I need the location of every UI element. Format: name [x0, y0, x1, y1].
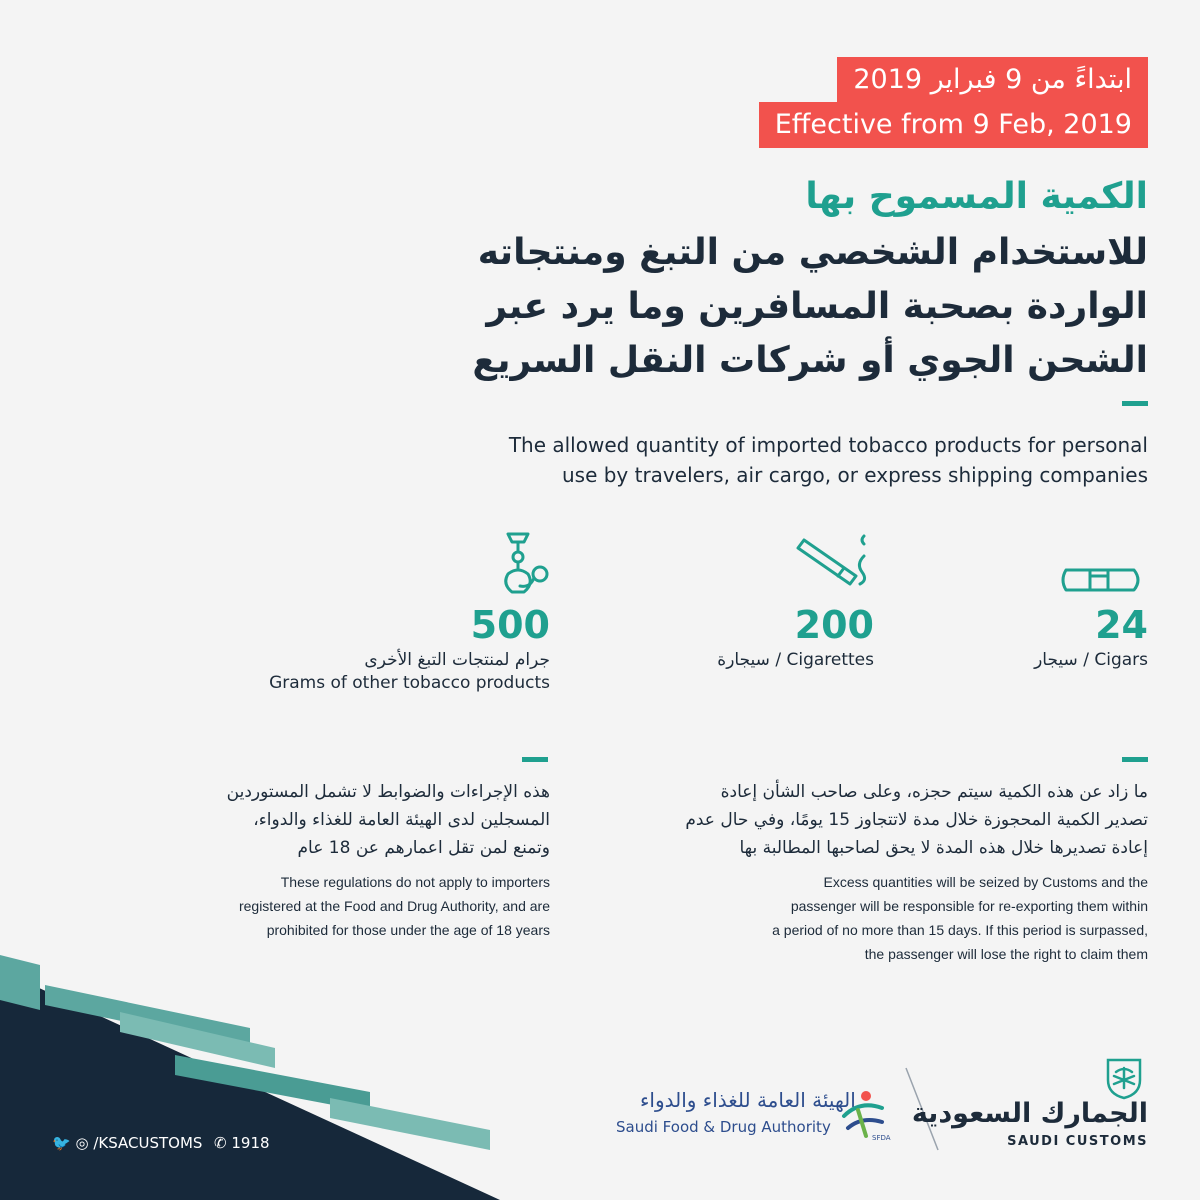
social-handle-text: /KSACUSTOMS [93, 1134, 203, 1152]
cigarette-icon [794, 532, 876, 594]
excess-en-line-2: passenger will be responsible for re-exporting them within [790, 898, 1148, 914]
label-cigarettes: سيجارة / Cigarettes [717, 650, 874, 670]
hookah-icon [494, 530, 554, 594]
regulations-ar-line-3: وتمنع لمن تقل اعمارهم عن 18 عام [297, 838, 550, 858]
effective-date-arabic: ابتداءً من 9 فبراير 2019 [837, 57, 1148, 103]
phone-icon: ✆ [214, 1134, 227, 1152]
heading-line-1: للاستخدام الشخصي من التبغ ومنتجاته [477, 232, 1148, 273]
heading-line-2: الواردة بصحبة المسافرين وما يرد عبر [486, 286, 1148, 327]
instagram-icon: ◎ [75, 1134, 89, 1152]
regulations-note-arabic [130, 778, 550, 862]
excess-en-line-1: Excess quantities will be seized by Customs and the [823, 874, 1148, 890]
divider-dash [1122, 401, 1148, 406]
excess-ar-line-2: تصدير الكمية المحجوزة خلال مدة لاتتجاوز 15 يومًا، وفي حال عدم [685, 810, 1148, 830]
excess-en-line-3: a period of no more than 15 days. If this period is surpassed, [772, 922, 1148, 938]
regulations-ar-line-1: هذه الإجراءات والضوابط لا تشمل المستوردين [226, 782, 550, 802]
saudi-customs-english: SAUDI CUSTOMS [1007, 1134, 1148, 1149]
sfda-logo-icon [838, 1086, 892, 1144]
heading-accent: الكمية المسموح بها [805, 176, 1148, 217]
heading-line-3: الشحن الجوي أو شركات النقل السريع [472, 340, 1148, 381]
phone-number-text: 1918 [231, 1134, 270, 1152]
phone-number[interactable] [214, 1134, 270, 1152]
excess-ar-line-1: ما زاد عن هذه الكمية سيتم حجزه، وعلى صاحب الشأن إعادة [720, 782, 1148, 802]
quantity-cigars: 24 [1095, 603, 1148, 647]
social-handle[interactable] [52, 1134, 202, 1152]
excess-note-english [628, 870, 1148, 966]
subtitle-line-1: The allowed quantity of imported tobacco products for personal [508, 433, 1148, 457]
excess-en-line-4: the passenger will lose the right to claim them [864, 946, 1148, 962]
label-cigars: سيجار / Cigars [1034, 650, 1148, 670]
divider-dash [1122, 757, 1148, 762]
regulations-en-line-2: registered at the Food and Drug Authority, and are [238, 898, 550, 914]
effective-date-english: Effective from 9 Feb, 2019 [759, 102, 1148, 148]
regulations-ar-line-2: المسجلين لدى الهيئة العامة للغذاء والدواء، [253, 810, 550, 830]
sfda-abbr: SFDA [872, 1134, 891, 1142]
excess-ar-line-3: إعادة تصديرها خلال هذه المدة لا يحق لصاحبها المطالبة بها [739, 838, 1148, 858]
subtitle-english [388, 430, 1148, 490]
saudi-customs-arabic: الجمارك السعودية [911, 1098, 1148, 1129]
sfda-name-english: Saudi Food & Drug Authority [616, 1118, 831, 1136]
twitter-icon: 🐦 [52, 1134, 71, 1152]
saudi-customs-emblem-icon [1102, 1056, 1146, 1100]
sfda-name-arabic: الهيئة العامة للغذاء والدواء [640, 1088, 856, 1112]
label-other-english: Grams of other tobacco products [269, 673, 550, 693]
regulations-note-english [130, 870, 550, 942]
subtitle-line-2: use by travelers, air cargo, or express shipping companies [561, 463, 1148, 487]
heading-main [448, 226, 1148, 388]
quantity-cigarettes: 200 [794, 603, 874, 647]
cigar-icon [1058, 566, 1146, 594]
regulations-en-line-1: These regulations do not apply to importers [280, 874, 550, 890]
regulations-en-line-3: prohibited for those under the age of 18 years [266, 922, 550, 938]
excess-note-arabic [608, 778, 1148, 862]
label-other-arabic: جرام لمنتجات التبغ الأخرى [364, 650, 550, 670]
divider-dash [522, 757, 548, 762]
quantity-other: 500 [470, 603, 550, 647]
